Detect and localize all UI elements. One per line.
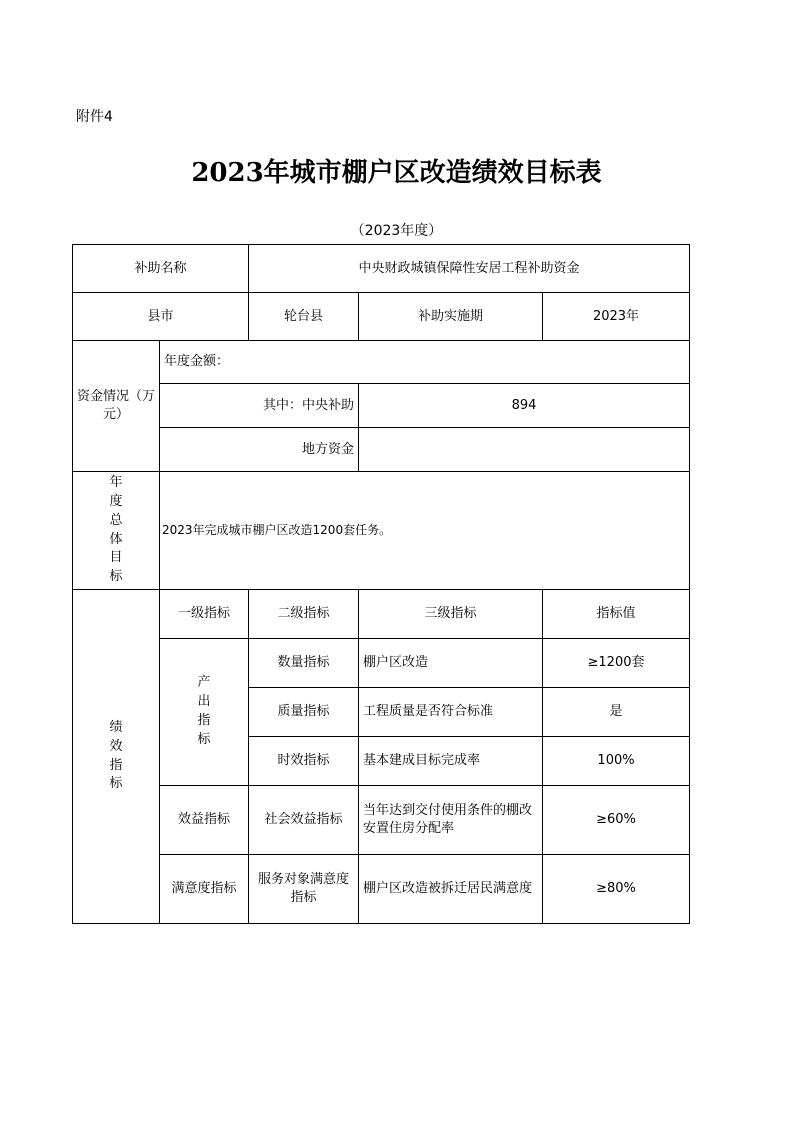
annual-goal-label xyxy=(73,472,160,590)
header-value: 指标值 xyxy=(543,590,690,639)
quality-indicator-detail: 工程质量是否符合标准 xyxy=(359,688,543,737)
performance-target-table xyxy=(72,244,690,924)
social-benefit-indicator: 社会效益指标 xyxy=(249,786,359,855)
central-subsidy-value: 894 xyxy=(359,384,690,428)
funds-label: 资金情况（万元） xyxy=(73,341,160,472)
annual-amount-label: 年度金额： xyxy=(160,341,690,384)
county-label: 县市 xyxy=(73,293,249,341)
annual-goal-text: 2023年完成城市棚户区改造1200套任务。 xyxy=(160,472,690,590)
local-funds-value xyxy=(359,428,690,472)
fiscal-year: （2023年度） xyxy=(350,223,443,239)
social-benefit-detail-line: 当年达到交付使用条件的棚改 xyxy=(363,803,533,819)
social-benefit-detail xyxy=(359,786,543,855)
satisfaction-indicator: 满意度指标 xyxy=(160,855,249,924)
social-benefit-detail-line: 安置住房分配率 xyxy=(363,821,455,836)
timeliness-indicator: 时效指标 xyxy=(249,737,359,786)
performance-label xyxy=(73,590,160,924)
service-satisfaction-line: 服务对象满意度 xyxy=(258,872,350,888)
output-label-char: 标 xyxy=(197,731,211,747)
satisfaction-detail: 棚户区改造被拆迁居民满意度 xyxy=(359,855,543,924)
page-title: 2023年城市棚户区改造绩效目标表 xyxy=(191,158,602,188)
subsidy-name-label: 补助名称 xyxy=(73,245,249,293)
goal-label-char: 总 xyxy=(109,512,123,528)
central-subsidy-label: 其中：中央补助 xyxy=(160,384,359,428)
subsidy-name-value: 中央财政城镇保障性安居工程补助资金 xyxy=(249,245,690,293)
header-level3: 三级指标 xyxy=(359,590,543,639)
timeliness-indicator-value: 100% xyxy=(543,737,690,786)
goal-label-char: 年 xyxy=(109,474,123,490)
goal-label-char: 标 xyxy=(109,569,123,585)
performance-label-char: 标 xyxy=(109,776,123,792)
header-level2: 二级指标 xyxy=(249,590,359,639)
header-level1: 一级指标 xyxy=(160,590,249,639)
timeliness-indicator-detail: 基本建成目标完成率 xyxy=(359,737,543,786)
performance-label-char: 绩 xyxy=(109,719,123,735)
quality-indicator-value: 是 xyxy=(543,688,690,737)
goal-label-char: 体 xyxy=(109,531,123,547)
goal-label-char: 度 xyxy=(109,493,123,509)
quantity-indicator: 数量指标 xyxy=(249,639,359,688)
service-satisfaction-line: 指标 xyxy=(290,890,317,905)
service-satisfaction-indicator xyxy=(249,855,359,924)
local-funds-label: 地方资金 xyxy=(160,428,359,472)
output-indicator-label xyxy=(160,639,249,786)
quantity-indicator-detail: 棚户区改造 xyxy=(359,639,543,688)
output-label-char: 指 xyxy=(197,713,211,728)
performance-label-char: 指 xyxy=(109,757,123,773)
goal-label-char: 目 xyxy=(109,550,123,566)
output-label-char: 产 xyxy=(197,675,211,691)
period-value: 2023年 xyxy=(543,293,690,341)
annex-label: 附件4 xyxy=(76,109,113,125)
performance-label-char: 效 xyxy=(109,738,123,754)
satisfaction-value: ≥80% xyxy=(543,855,690,924)
quantity-indicator-value: ≥1200套 xyxy=(543,639,690,688)
county-value: 轮台县 xyxy=(249,293,359,341)
social-benefit-value: ≥60% xyxy=(543,786,690,855)
output-label-char: 出 xyxy=(197,694,211,710)
period-label: 补助实施期 xyxy=(359,293,543,341)
quality-indicator: 质量指标 xyxy=(249,688,359,737)
benefit-indicator: 效益指标 xyxy=(160,786,249,855)
